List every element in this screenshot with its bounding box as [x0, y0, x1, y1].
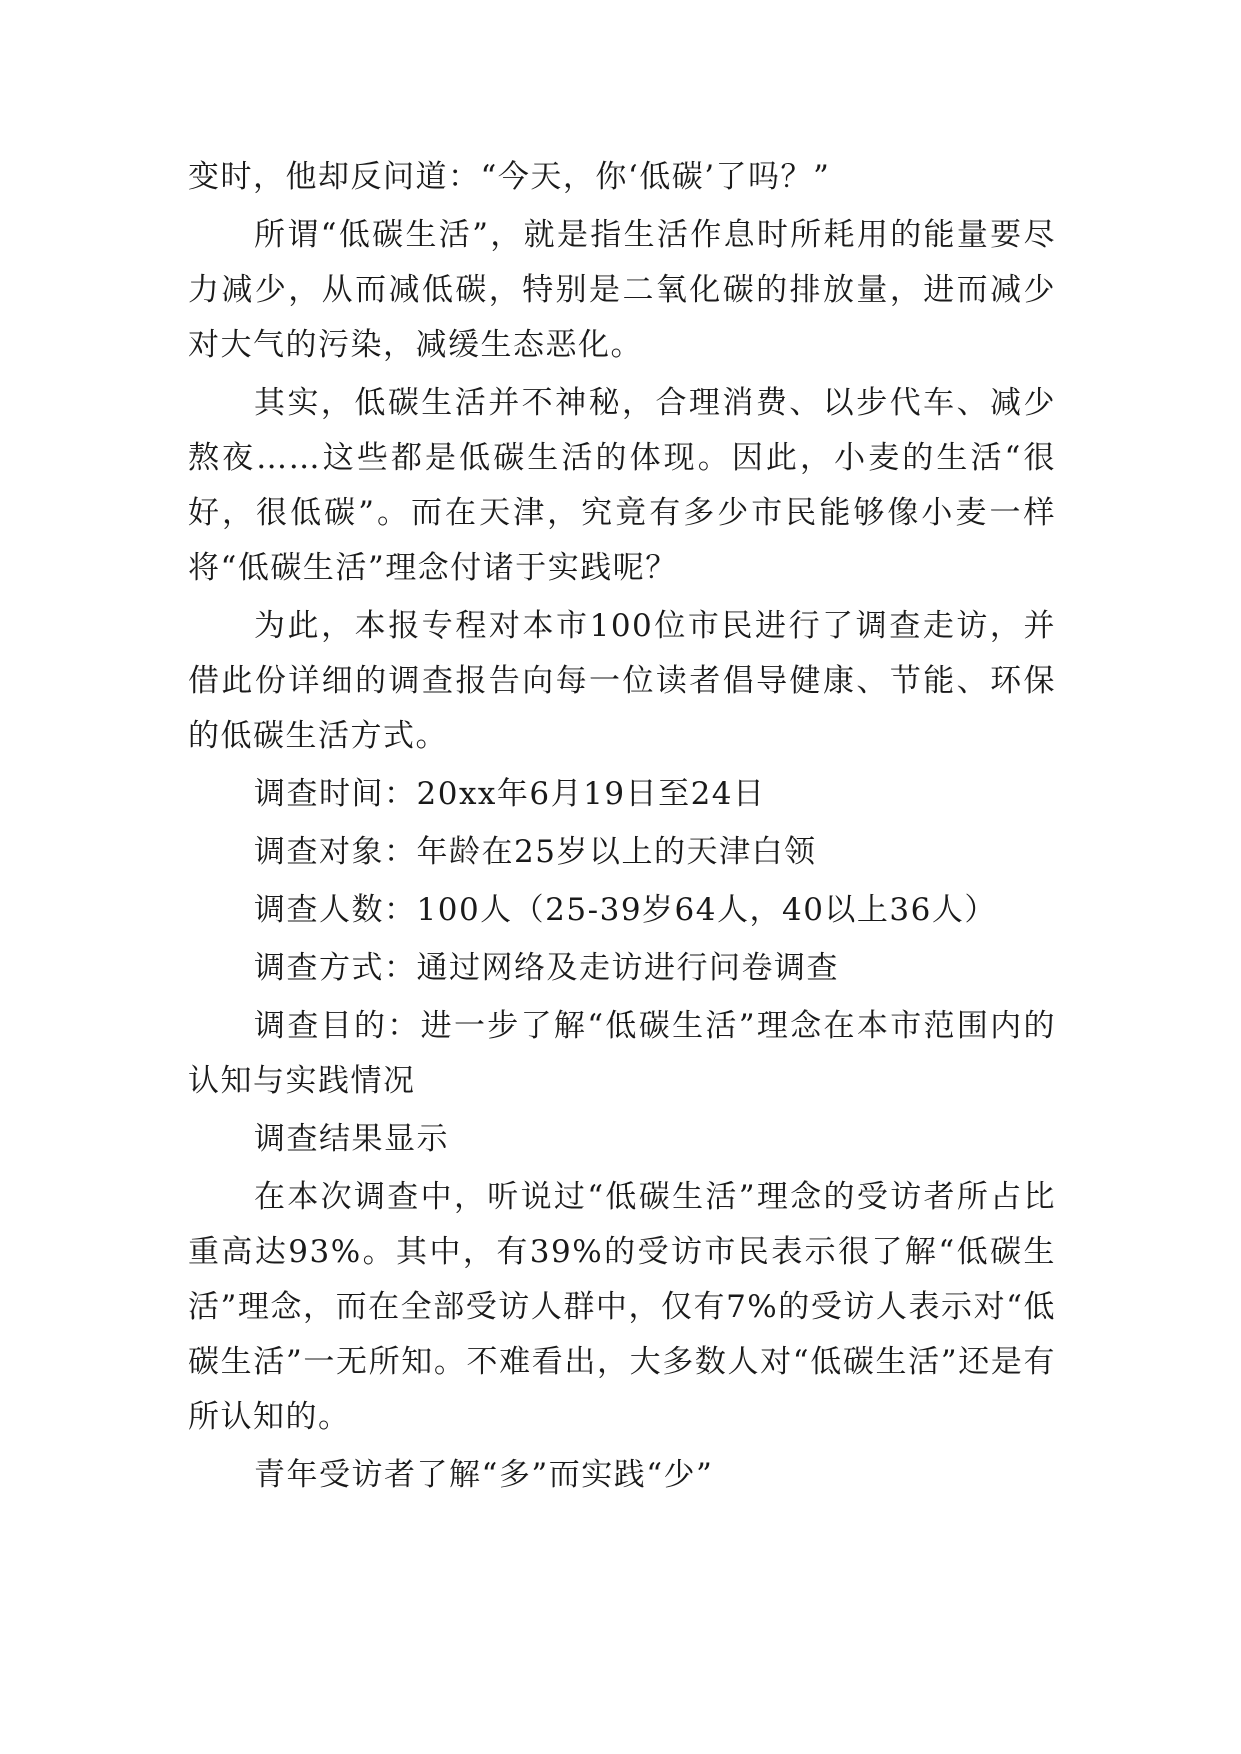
survey-method: 调查方式：通过网络及走访进行问卷调查: [254, 950, 839, 986]
paragraph-continuation: 变时，他却反问道：“今天，你‘低碳’了吗？”: [188, 159, 831, 195]
paragraph-survey-intro: 为此，本报专程对本市100位市民进行了调查走访，并借此份详细的调查报告向每一位读者倡导健康、节能、环保的低碳生活方式。: [188, 608, 1056, 754]
section-heading-young-respondents: 青年受访者了解“多”而实践“少”: [254, 1457, 714, 1493]
survey-count: 调查人数：100人（25-39岁64人，40以上36人）: [254, 892, 997, 928]
paragraph-survey-results: 在本次调查中，听说过“低碳生活”理念的受访者所占比重高达93%。其中，有39%的受访市民表示很了解“低碳生活”理念，而在全部受访人群中，仅有7%的受访人表示对“低碳生活”一无所知。不难看出，大多数人对“低碳生活”还是有所认知的。: [188, 1179, 1056, 1435]
paragraph-low-carbon-definition: 所谓“低碳生活”，就是指生活作息时所耗用的能量要尽力减少，从而减低碳，特别是二氧化碳的排放量，进而减少对大气的污染，减缓生态恶化。: [188, 217, 1056, 363]
paragraph-low-carbon-examples: 其实，低碳生活并不神秘，合理消费、以步代车、减少熬夜……这些都是低碳生活的体现。因此，小麦的生活“很好，很低碳”。而在天津，究竟有多少市民能够像小麦一样将“低碳生活”理念付诸于实践呢？: [188, 385, 1056, 586]
survey-results-heading: 调查结果显示: [254, 1121, 449, 1157]
survey-subjects: 调查对象：年龄在25岁以上的天津白领: [254, 834, 817, 870]
document-body: [188, 150, 1056, 1506]
survey-time: 调查时间：20xx年6月19日至24日: [254, 776, 766, 812]
survey-purpose: 调查目的：进一步了解“低碳生活”理念在本市范围内的认知与实践情况: [188, 1008, 1056, 1099]
